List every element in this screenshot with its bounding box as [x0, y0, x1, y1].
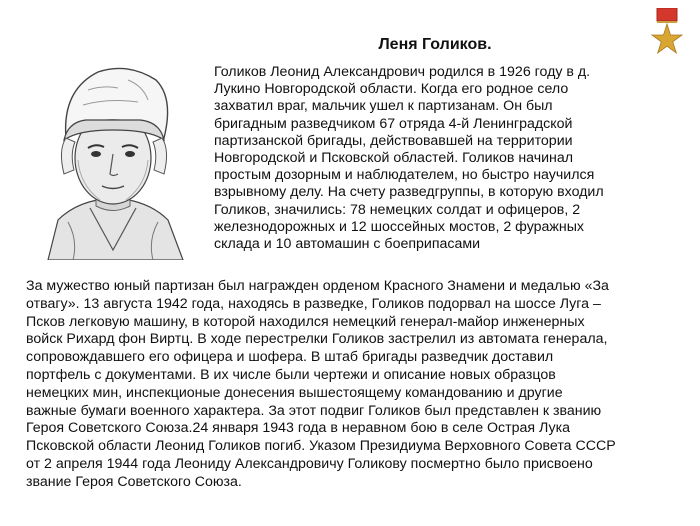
hero-star-medal-icon	[650, 8, 684, 60]
text-line: железнодорожных и 12 шоссейных мостов, 2 фуражных	[214, 218, 585, 235]
text-line: бригадным разведчиком 67 отряда 4-й Ленинградской	[214, 115, 573, 132]
text-line: партизанской бригады, действовавшей на территории	[214, 132, 573, 149]
text-line: Голиков Леонид Александрович родился в 1926 году в д.	[214, 64, 591, 80]
text-line: сопровождавшего его офицера и шофера. В штаб бригады разведчик доставил	[26, 349, 554, 366]
biography-deeds	[26, 278, 686, 492]
text-line: Псковской области Леонид Голиков погиб. Указом Президиума Верховного Совета СССР	[26, 438, 616, 455]
text-line: Героя Советского Союза.24 января 1943 года в неравном бою в селе Острая Лука	[26, 420, 571, 437]
text-line: звание Героя Советского Союза.	[26, 473, 242, 490]
text-line: важные бумаги военного характера. За этот подвиг Голиков был представлен к званию	[26, 402, 602, 419]
page-title: Леня Голиков.	[378, 36, 492, 53]
text-line: войск Рихард фон Виртц. В ходе перестрелки Голиков застрелил из автомата генерала,	[26, 331, 608, 348]
text-line: захватил враг, мальчик ушел к партизанам. Он был	[214, 98, 553, 115]
text-line: За мужество юный партизан был награжден орденом Красного Знамени и медалью «За	[26, 278, 609, 294]
biography-intro	[214, 64, 664, 253]
portrait-drawing	[28, 50, 198, 260]
text-line: от 2 апреля 1944 года Леониду Александровичу Голикову посмертно было присвоено	[26, 455, 593, 472]
text-line: взрывному делу. На счету разведгруппы, в которую входил	[214, 184, 604, 201]
text-line: простым дозорным и наблюдателем, но быстро научился	[214, 167, 595, 184]
text-line: Голиков, значились: 78 немецких солдат и офицеров, 2	[214, 201, 581, 218]
text-line: Лукино Новгородской области. Когда его родное село	[214, 81, 569, 98]
text-line: немецких мин, инспекционые донесения вышестоящему командованию и другие	[26, 384, 563, 401]
text-line: отвагу». 13 августа 1942 года, находясь в разведке, Голиков подорвал на шоссе Луга –	[26, 295, 601, 312]
text-line: Псков легковую машину, в которой находился немецкий генерал-майор инженерных	[26, 313, 585, 330]
text-line: склада и 10 автомашин с боеприпасами	[214, 236, 481, 253]
text-line: Новгородской и Псковской областей. Голиков начинал	[214, 150, 574, 167]
text-line: портфель с документами. В их числе были чертежи и описание новых образцов	[26, 366, 556, 383]
